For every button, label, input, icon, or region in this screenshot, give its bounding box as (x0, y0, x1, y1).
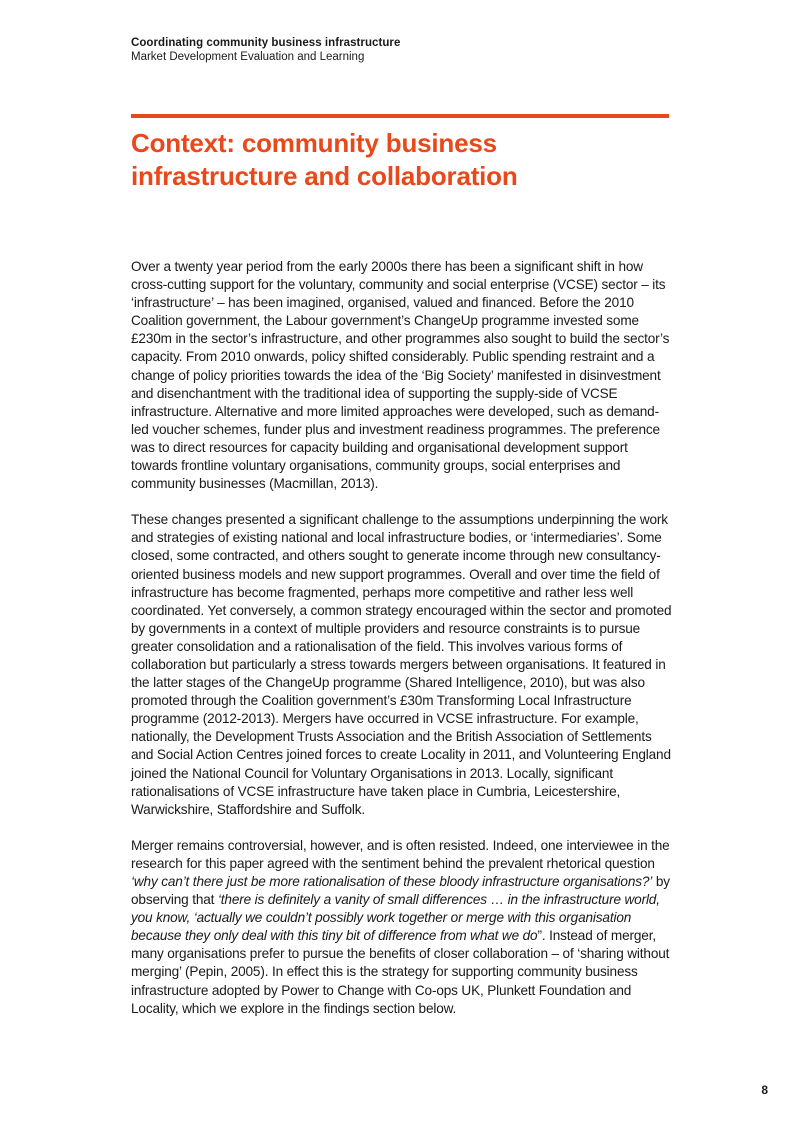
paragraph-1: Over a twenty year period from the early 2000s there has been a significant shift in how cross-cutting support for the voluntary, community and social enterprise (VCSE) sector – its ‘infrastructure’ – has been imagined, organised, valued and financed. Before the 2010 Coalition government, the Labour government’s ChangeUp programme invested some £230m in the sector’s infrastructure, and other programmes also sought to build the sector’s capacity. From 2010 onwards, policy shifted considerably. Public spending restraint and a change of policy priorities towards the idea of the ‘Big Society’ manifested in disinvestment and disenchantment with the traditional idea of supporting the supply-side of VCSE infrastructure. Alternative and more limited approaches were developed, such as demand-led voucher schemes, funder plus and investment readiness programmes. The preference was to direct resources for capacity building and organisational development support towards frontline voluntary organisations, community groups, social enterprises and community businesses (Macmillan, 2013). (131, 259, 670, 492)
paragraph-2: These changes presented a significant challenge to the assumptions underpinning the work and strategies of existing national and local infrastructure bodies, or ‘intermediaries’. Some closed, some contracted, and others sought to generate income through new consultancy-oriented business models and new support programmes. Overall and over time the field of infrastructure has become fragmented, perhaps more competitive and rather less well coordinated. Yet conversely, a common strategy encouraged within the sector and promoted by governments in a context of multiple providers and resource constraints is to pursue greater consolidation and a rationalisation of the field. This involves various forms of collaboration but particularly a stress towards mergers between organisations. It featured in the latter stages of the ChangeUp programme (Shared Intelligence, 2010), but was also promoted through the Coalition government’s £30m Transforming Local Infrastructure programme (2012-2013). Mergers have occurred in VCSE infrastructure. For example, nationally, the Development Trusts Association and the British Association of Settlements and Social Action Centres joined forces to create Locality in 2011, and Volunteering England joined the National Council for Voluntary Organisations in 2013. Locally, significant rationalisations of VCSE infrastructure have taken place in Cumbria, Leicestershire, Warwickshire, Staffordshire and Suffolk. (131, 512, 672, 817)
section-heading-line-1: Context: community business (131, 128, 497, 158)
section-heading (131, 127, 691, 193)
running-header (131, 36, 691, 64)
paragraph-3-text-c: ”. Instead of merger, many organisations prefer to pursue the benefits of closer collaboration – of ‘sharing without merging’ (Pepin, 2005). In effect this is the strategy for supporting community business infrastructure adopted by Power to Change with Co-ops UK, Plunkett Foundation and Locality, which we explore in the findings section below. (131, 928, 670, 1016)
paragraph-3-quote-2: ‘there is definitely a vanity of small differences … in the infrastructure world, you know, ‘actually we couldn’t possibly work together or merge with this organisation because they only deal with this tiny bit of difference from what we do (131, 892, 660, 944)
paragraph-3 (131, 837, 675, 1018)
paragraph-3-text-a: Merger remains controversial, however, and is often resisted. Indeed, one interviewee in the research for this paper agreed with the sentiment behind the prevalent rhetorical question (131, 837, 670, 871)
section-heading-line-2: infrastructure and collaboration (131, 161, 518, 191)
paragraph-3-text-b: by observing that (131, 874, 670, 908)
section-divider-rule (131, 114, 669, 118)
page-number: 8 (761, 1083, 768, 1097)
paragraph-3-quote-1: ‘why can’t there just be more rationalisation of these bloody infrastructure organisations?’ (131, 874, 653, 889)
report-title: Coordinating community business infrastructure (131, 37, 401, 49)
body-text (131, 258, 675, 1036)
report-subtitle: Market Development Evaluation and Learning (131, 51, 365, 63)
